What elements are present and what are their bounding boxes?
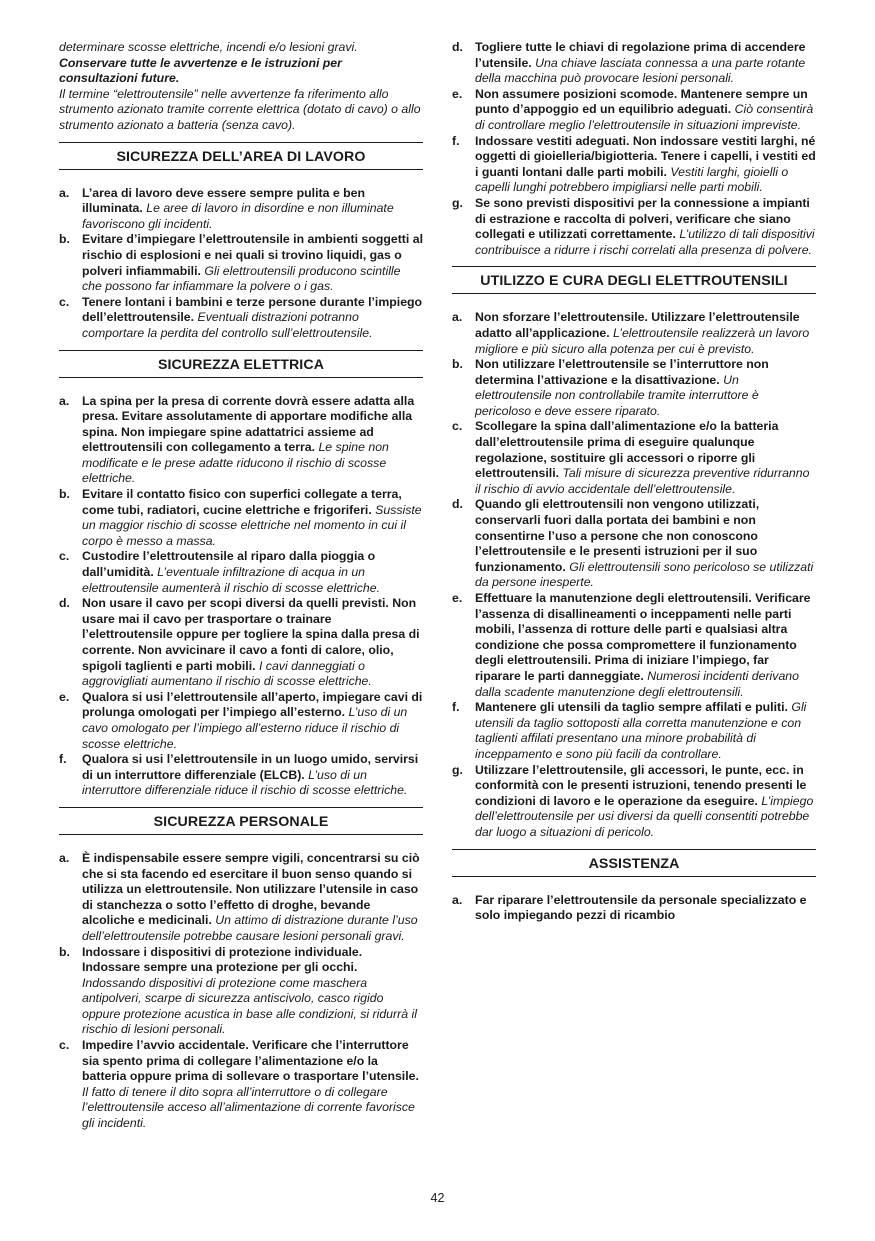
list-item xyxy=(452,763,816,841)
list-item xyxy=(452,591,816,700)
section-heading-service: ASSISTENZA xyxy=(452,849,816,877)
item-label: c. xyxy=(452,419,463,434)
list-item xyxy=(59,752,423,799)
personal-list xyxy=(59,851,423,1132)
item-label: e. xyxy=(452,591,463,605)
keep-instructions: Conservare tutte le avvertenze e le istruzioni per consultazioni future. xyxy=(59,55,342,86)
list-item xyxy=(452,196,816,258)
item-label: a. xyxy=(59,185,70,200)
item-label: e. xyxy=(452,86,463,101)
personal-list-continued xyxy=(452,40,816,258)
service-list xyxy=(452,893,816,924)
list-item xyxy=(59,945,423,1039)
item-instruction: Non assumere posizioni scomode. Mantenere sempre un punto d’appoggio ed un equilibrio adeguati. xyxy=(475,86,808,117)
section-heading-electrical: SICUREZZA ELETTRICA xyxy=(59,350,423,378)
item-explanation: Eventuali distrazioni potranno comportare la perdita del controllo sull’elettroutensile. xyxy=(82,310,373,340)
list-item xyxy=(452,893,816,924)
section-heading-work-area: SICUREZZA DELL’AREA DI LAVORO xyxy=(59,142,423,170)
item-explanation: Tali misure di sicurezza preventive ridurranno il rischio di avvio accidentale dell’elettroutensile. xyxy=(475,466,810,496)
section-heading-use-care: UTILIZZO E CURA DEGLI ELETTROUTENSILI xyxy=(452,266,816,294)
item-label: a. xyxy=(452,310,463,325)
item-instruction: Impedire l’avvio accidentale. Verificare che l’interruttore sia spento prima di collegare l’alimentazione e/o la batteria oppure prima di sollevare o trasportare l’utensile. xyxy=(82,1038,419,1084)
item-label: a. xyxy=(59,850,70,865)
item-explanation: Le aree di lavoro in disordine e non illuminate favoriscono gli incidenti. xyxy=(82,201,394,231)
use-care-list xyxy=(452,310,816,840)
item-instruction: Scollegare la spina dall’alimentazione e/o la batteria dall’elettroutensile prima di eseguire qualunque regolazione, sostituire gli accessori o riporre gli elettroutensili. xyxy=(475,419,779,481)
item-label: b. xyxy=(59,944,70,959)
item-instruction: Indossare i dispositivi di protezione individuale. Indossare sempre una protezione per gli occhi. xyxy=(82,944,363,975)
list-item xyxy=(59,851,423,945)
item-explanation: Indossando dispositivi di protezione come maschera antipolveri, scarpe di sicurezza antiscivolo, casco rigido oppure protezione acustica in base alle condizioni, si ridurrà il rischio di lesioni personali. xyxy=(82,975,417,1037)
item-instruction: Qualora si usi l’elettroutensile in un luogo umido, servirsi di un interruttore differenziale (ELCB). xyxy=(82,752,419,782)
item-instruction: Quando gli elettroutensili non vengono utilizzati, conservarli fuori dalla portata dei bambini e non consentirne l’uso a persone che non conoscono l’elettroutensile e le presenti istruzioni per il suo funzionamento. xyxy=(475,497,760,574)
item-instruction: Non usare il cavo per scopi diversi da quelli previsti. Non usare mai il cavo per trasportare o trainare l’elettroutensile oppure per togliere la spina dalla presa di corrente. Non avvicinare il cavo a fonti di calore, olio, spigoli taglienti e parti mobili. xyxy=(82,596,420,673)
list-item xyxy=(452,497,816,591)
item-label: b. xyxy=(59,487,70,502)
item-instruction: Indossare vestiti adeguati. Non indossare vestiti larghi, né oggetti di gioielleria/bigiotteria. Tenere i capelli, i vestiti ed i guanti lontani dalle parti mobili. xyxy=(475,133,816,179)
item-instruction: Mantenere gli utensili da taglio sempre affilati e puliti. xyxy=(475,700,788,715)
left-column xyxy=(59,40,423,1132)
item-explanation: Una chiave lasciata connessa a una parte rotante della macchina può provocare lesioni personali. xyxy=(475,55,806,86)
list-item xyxy=(452,40,816,87)
list-item xyxy=(59,186,423,233)
list-item xyxy=(59,487,423,549)
item-label: d. xyxy=(452,40,463,54)
item-label: f. xyxy=(452,133,460,148)
item-instruction: Non utilizzare l’elettroutensile se l’interruttore non determina l’attivazione e la disattivazione. xyxy=(475,357,769,387)
item-instruction: Togliere tutte le chiavi di regolazione prima di accendere l’utensile. xyxy=(475,40,806,70)
tool-definition: Il termine “elettroutensile” nelle avvertenze fa riferimento allo strumento azionato tramite corrente elettrica (dotato di cavo) o allo strumento azionato a batteria (senza cavo). xyxy=(59,86,421,132)
item-instruction: L’area di lavoro deve essere sempre pulita e ben illuminata. xyxy=(82,185,365,216)
item-label: d. xyxy=(452,497,463,512)
item-explanation: L’impiego dell’elettroutensile per usi diversi da quelli consentiti potrebbe dar luogo a situazioni di pericolo. xyxy=(475,793,814,839)
item-label: c. xyxy=(59,294,70,309)
list-item xyxy=(59,232,423,294)
work-area-list xyxy=(59,186,423,342)
item-explanation: L’elettroutensile realizzerà un lavoro migliore e più sicuro alla potenza per cui è previsto. xyxy=(475,325,810,356)
item-explanation: Numerosi incidenti derivano dalla scadente manutenzione degli elettroutensili. xyxy=(475,668,799,699)
electrical-list xyxy=(59,394,423,799)
list-item xyxy=(59,295,423,342)
item-instruction: Se sono previsti dispositivi per la connessione a impianti di estrazione e raccolta di polveri, verificare che siano collegati e utilizzati correttamente. xyxy=(475,195,810,242)
list-item xyxy=(452,310,816,357)
section-heading-personal: SICUREZZA PERSONALE xyxy=(59,807,423,835)
right-column xyxy=(452,40,816,924)
list-item xyxy=(59,394,423,488)
item-instruction: Evitare il contatto fisico con superfici collegate a terra, come tubi, radiatori, cucine elettriche e frigoriferi. xyxy=(82,487,402,517)
list-item xyxy=(452,419,816,497)
item-instruction: La spina per la presa di corrente dovrà essere adatta alla presa. Evitare assolutamente di apportare modifiche alla spina. Non impiegare spine adattatrici assieme ad elettroutensili con collegamento a terra. xyxy=(82,393,415,455)
page-number: 42 xyxy=(430,1191,445,1205)
item-label: f. xyxy=(59,752,67,767)
item-explanation: Gli elettroutensili producono scintille che possono far infiammare la polvere o i gas. xyxy=(82,263,401,294)
item-explanation: Vestiti larghi, gioielli o capelli lunghi potrebbero impigliarsi nelle parti mobili. xyxy=(475,164,789,195)
item-instruction: Utilizzare l’elettroutensile, gli accessori, le punte, ecc. in conformità con le presenti istruzioni, tenendo presenti le condizioni di lavoro e le operazione da eseguire. xyxy=(475,762,807,808)
item-label: b. xyxy=(452,357,463,372)
item-label: a. xyxy=(59,393,70,408)
item-explanation: L’utilizzo di tali dispositivi contribuisce a ridurre i rischi correlati alla presenza di polvere. xyxy=(475,227,815,257)
item-explanation: L’uso di un interruttore differenziale riduce il rischio di scosse elettriche. xyxy=(82,767,408,798)
item-label: c. xyxy=(59,1038,70,1053)
item-explanation: Sussiste un maggior rischio di scosse elettriche nel momento in cui il corpo è messo a massa. xyxy=(82,502,422,548)
item-explanation: Il fatto di tenere il dito sopra all’interruttore o di collegare l’elettroutensile acceso all’alimentazione di corrente favorisce gli incidenti. xyxy=(82,1084,415,1131)
list-item xyxy=(452,134,816,196)
item-label: b. xyxy=(59,232,70,247)
item-explanation: Un attimo di distrazione durante l’uso dell’elettroutensile potrebbe causare lesioni personali gravi. xyxy=(82,913,418,943)
list-item xyxy=(59,596,423,690)
item-label: d. xyxy=(59,596,70,611)
list-item xyxy=(452,700,816,762)
item-instruction: Non sforzare l’elettroutensile. Utilizzare l’elettroutensile adatto all’applicazione. xyxy=(475,310,800,340)
item-instruction: Custodire l’elettroutensile al riparo dalla pioggia o dall’umidità. xyxy=(82,549,376,580)
item-explanation: I cavi danneggiati o aggrovigliati aumentano il rischio di scosse elettriche. xyxy=(82,658,372,689)
item-explanation: L’eventuale infiltrazione di acqua in un elettroutensile aumenterà il rischio di scosse elettriche. xyxy=(82,565,381,595)
item-instruction: Far riparare l’elettroutensile da personale specializzato e solo impiegando pezzi di ricambio xyxy=(475,892,807,923)
item-explanation: Gli utensili da taglio sottoposti alla corretta manutenzione e con taglienti affilati presentano una minore probabilità di inceppamento e sono più facili da controllare. xyxy=(475,700,807,761)
list-item xyxy=(59,1038,423,1132)
item-explanation: Gli elettroutensili sono pericoloso se utilizzati da persone inesperte. xyxy=(475,559,814,590)
list-item xyxy=(452,87,816,134)
item-instruction: È indispensabile essere sempre vigili, concentrarsi su ciò che si sta facendo ed esercitare il buon senso quando si utilizza un elettroutensile. Non utilizzare l’utensile in caso di stanchezza o sotto l’effetto di droghe, bevande alcoliche e medicinali. xyxy=(82,850,420,928)
list-item xyxy=(452,357,816,419)
item-explanation: Ciò consentirà di controllare meglio l’elettroutensile in situazioni impreviste. xyxy=(475,102,814,132)
item-label: f. xyxy=(452,700,460,715)
item-explanation: Un elettroutensile non controllabile tramite interruttore è pericoloso e deve essere riparato. xyxy=(475,372,759,418)
item-label: g. xyxy=(452,195,463,210)
item-instruction: Effettuare la manutenzione degli elettroutensili. Verificare l’assenza di disallineamenti o inceppamenti nelle parti mobili, l’assenza di rotture delle parti e qualsiasi altra condizione che possa compromettere il funzionamento degli elettroutensili. Prima di iniziare l’impiego, far riparare le parti danneggiate. xyxy=(475,591,811,683)
item-instruction: Qualora si usi l’elettroutensile all’aperto, impiegare cavi di prolunga omologati per l’impiego all’esterno. xyxy=(82,689,423,720)
list-item xyxy=(59,690,423,752)
intro-line: determinare scosse elettriche, incendi e/o lesioni gravi. xyxy=(59,40,358,54)
list-item xyxy=(59,549,423,596)
item-label: a. xyxy=(452,892,463,907)
item-label: g. xyxy=(452,762,463,777)
item-label: c. xyxy=(59,549,70,564)
item-explanation: L’uso di un cavo omologato per l’impiego all’esterno riduce il rischio di scosse elettriche. xyxy=(82,705,408,751)
item-instruction: Tenere lontani i bambini e terze persone durante l’impiego dell’elettroutensile. xyxy=(82,294,423,325)
item-label: e. xyxy=(59,689,70,704)
item-instruction: Evitare d’impiegare l’elettroutensile in ambienti soggetti al rischio di esplosioni e nei quali si trovino liquidi, gas o polveri infiammabili. xyxy=(82,232,423,278)
item-explanation: Le spine non modificate e le prese adatte riducono il rischio di scosse elettriche. xyxy=(82,440,389,486)
